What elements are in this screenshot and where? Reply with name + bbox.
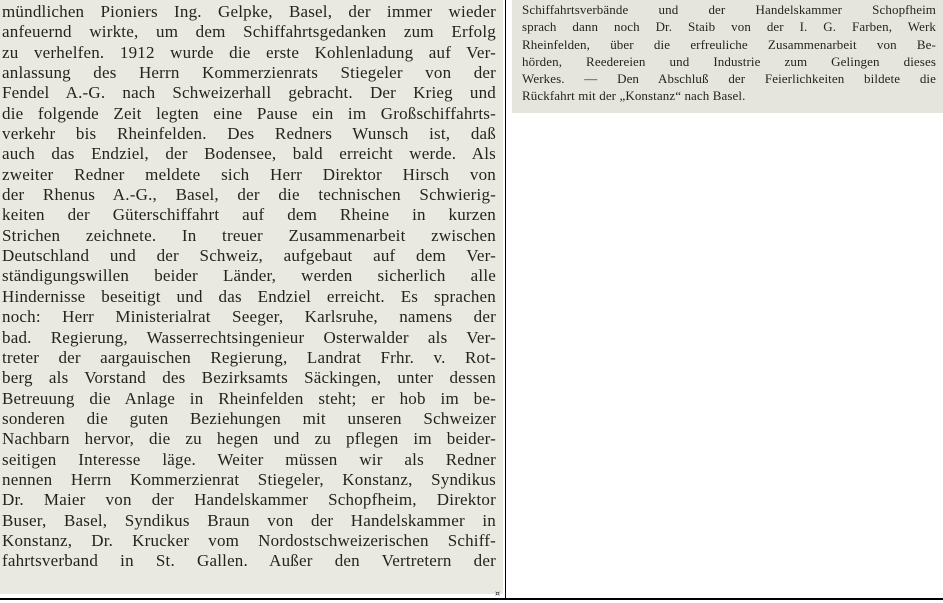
left-column-text xyxy=(2,2,496,572)
text-line: Buser, Basel, Syndikus Braun von der Handelskammer in xyxy=(2,510,496,530)
text-line: Schiffahrtsverbände und der Handelskammer Schopfheim xyxy=(522,2,936,17)
text-line: Werkes. — Den Abschluß der Feierlichkeiten bildete die xyxy=(522,71,936,87)
text-line: sonderen die guten Beziehungen mit unseren Schweizer xyxy=(2,408,496,428)
text-line: zu verhelfen. 1912 wurde die erste Kohlenladung auf Ver- xyxy=(2,42,496,62)
text-line: mündlichen Pioniers Ing. Gelpke, Basel, der immer wieder xyxy=(2,2,496,21)
text-line: Fendel A.-G. nach Schweizerhall gebracht. Der Krieg und xyxy=(2,83,496,103)
text-line: anlassung des Herrn Kommerzienrats Stiegeler von der xyxy=(2,63,496,83)
text-line: verkehr bis Rheinfelden. Des Redners Wunsch ist, daß xyxy=(2,124,496,144)
right-column-scan xyxy=(512,0,943,113)
text-line: Nachbarn hervor, die zu hegen und zu pflegen im beider- xyxy=(2,429,496,449)
text-line: seitigen Interesse läge. Weiter müssen wir als Redner xyxy=(2,449,496,469)
text-line: Konstanz, Dr. Krucker vom Nordostschweizerischen Schiff- xyxy=(2,530,496,550)
text-line: auch das Endziel, der Bodensee, bald erreicht werde. Als xyxy=(2,144,496,164)
text-line: bad. Regierung, Wasserrechtsingenieur Osterwalder als Ver- xyxy=(2,327,496,347)
text-line: sprach dann noch Dr. Staib von der I. G. Farben, Werk xyxy=(522,19,936,35)
text-line: Betreuung die Anlage in Rheinfelden steht; er hob im be- xyxy=(2,388,496,408)
text-line: berg als Vorstand des Bezirksamts Säckingen, unter dessen xyxy=(2,368,496,388)
text-line: keiten der Güterschiffahrt auf dem Rheine in kurzen xyxy=(2,205,496,225)
text-line: Rückfahrt mit der „Konstanz“ nach Basel. xyxy=(522,88,746,104)
text-line: anfeuernd wirkte, um dem Schiffahrtsgedanken zum Erfolg xyxy=(2,22,496,42)
text-line: die folgende Zeit legten eine Pause ein im Großschiffahrts- xyxy=(2,103,496,123)
text-line: Rheinfelden, über die erfreuliche Zusammenarbeit von Be- xyxy=(522,36,936,52)
text-line: fahrtsverband in St. Gallen. Außer den Vertretern der xyxy=(2,551,496,571)
text-line: treter der aargauischen Regierung, Landrat Frhr. v. Rot- xyxy=(2,347,496,367)
text-line: noch: Herr Ministerialrat Seeger, Karlsruhe, namens der xyxy=(2,307,496,327)
right-column-text xyxy=(522,1,936,105)
text-line: der Rhenus A.-G., Basel, der die technischen Schwierig- xyxy=(2,185,496,205)
text-line: zweiter Redner meldete sich Herr Direktor Hirsch von xyxy=(2,164,496,184)
text-line: hörden, Reedereien und Industrie zum Gelingen dieses xyxy=(522,53,936,69)
bottom-rule xyxy=(0,598,943,600)
text-line: Deutschland und der Schweiz, aufgebaut auf dem Ver- xyxy=(2,246,496,266)
column-divider xyxy=(505,0,506,600)
text-line: Hindernisse beseitigt und das Endziel erreicht. Es sprachen xyxy=(2,286,496,306)
text-line: nennen Herrn Kommerzienrat Stiegeler, Konstanz, Syndikus xyxy=(2,469,496,489)
text-line: Strichen zeichnete. In treuer Zusammenarbeit zwischen xyxy=(2,225,496,245)
text-line: ständigungswillen beider Länder, werden sicherlich alle xyxy=(2,266,496,286)
text-line: Dr. Maier von der Handelskammer Schopfheim, Direktor xyxy=(2,490,496,510)
corner-mark-icon: ¤ xyxy=(494,589,501,598)
